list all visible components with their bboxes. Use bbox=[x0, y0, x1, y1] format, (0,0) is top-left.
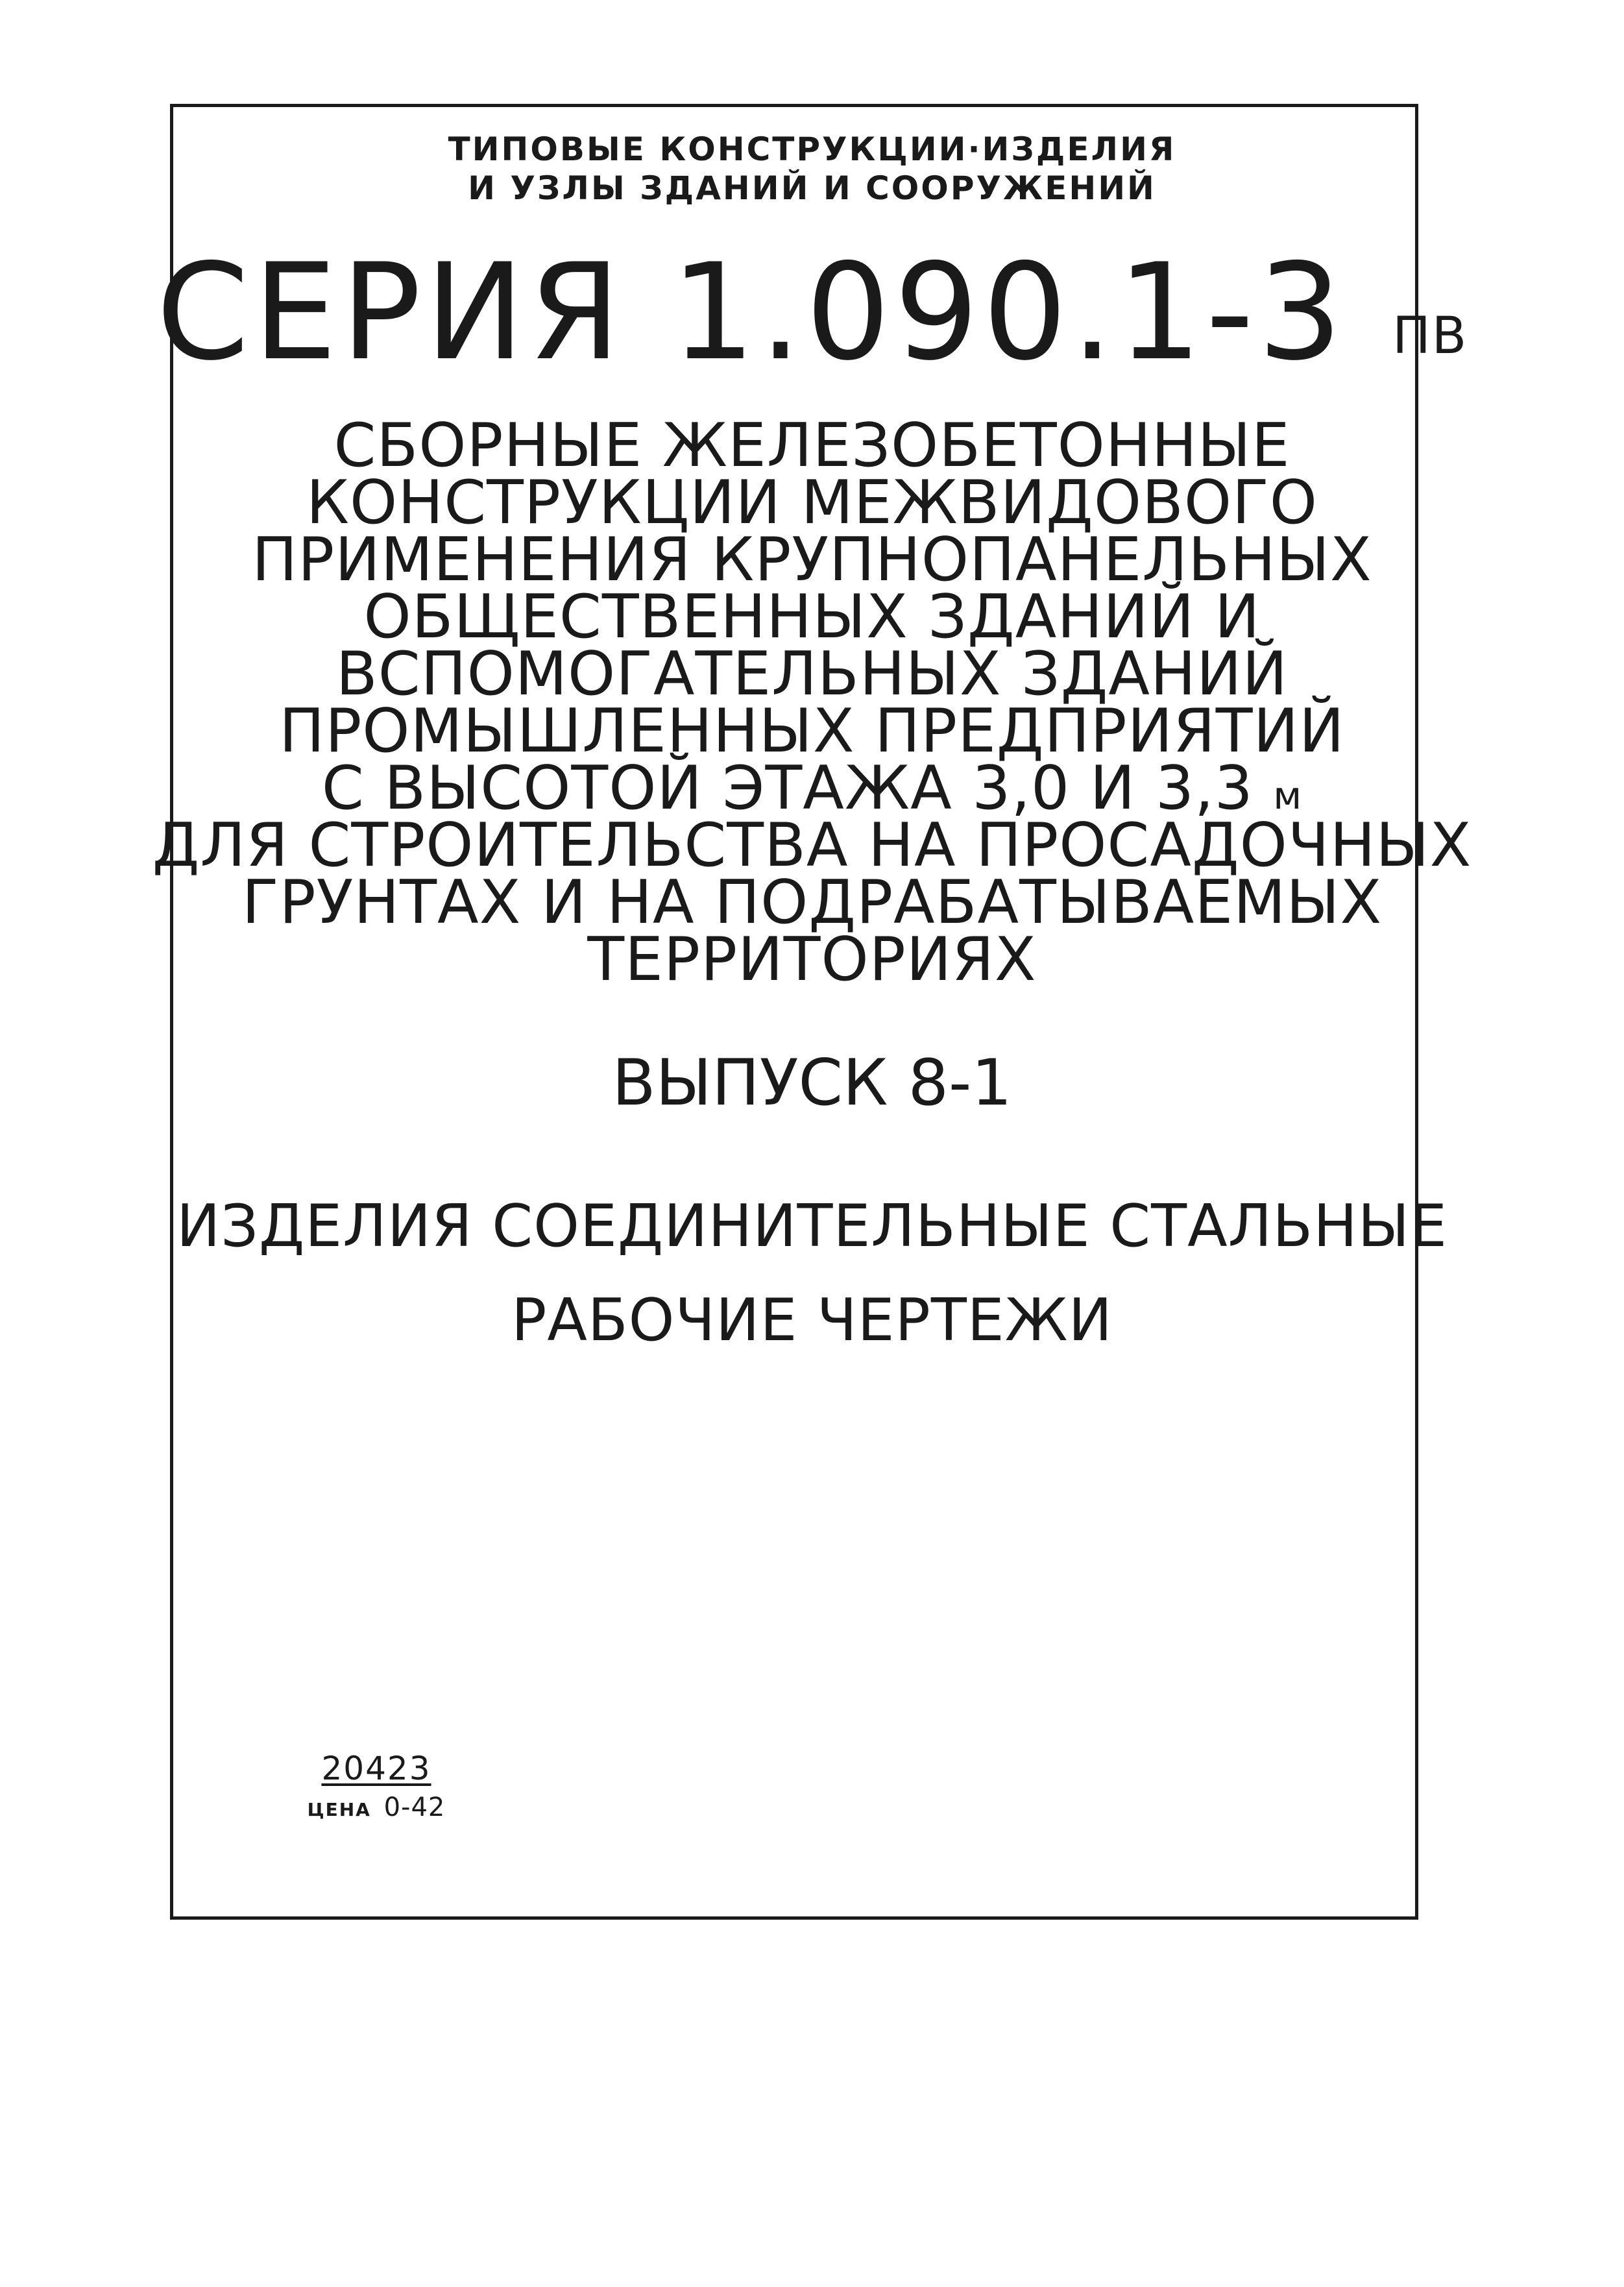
title-line-3: ПРИМЕНЕНИЯ КРУПНОПАНЕЛЬНЫХ bbox=[252, 524, 1372, 594]
floor-height-text: С ВЫСОТОЙ ЭТАЖА 3,0 И 3,3 bbox=[321, 753, 1254, 823]
product-line-2: РАБОЧИЕ ЧЕРТЕЖИ bbox=[511, 1286, 1113, 1354]
title-line-2: КОНСТРУКЦИИ МЕЖВИДОВОГО bbox=[306, 467, 1318, 537]
price-label: ЦЕНА bbox=[307, 1799, 371, 1820]
price-value: 0-42 bbox=[383, 1792, 446, 1822]
header-line-1: ТИПОВЫЕ КОНСТРУКЦИИ·ИЗДЕЛИЯ bbox=[448, 130, 1176, 168]
title-line-8: ДЛЯ СТРОИТЕЛЬСТВА НА ПРОСАДОЧНЫХ bbox=[152, 810, 1472, 880]
series-label: СЕРИЯ bbox=[156, 236, 625, 390]
title-line-5: ВСПОМОГАТЕЛЬНЫХ ЗДАНИЙ bbox=[335, 639, 1289, 709]
issue-number: ВЫПУСК 8-1 bbox=[612, 1046, 1012, 1120]
title-line-4: ОБЩЕСТВЕННЫХ ЗДАНИЙ И bbox=[363, 581, 1261, 652]
series-number: 1.090.1-3 bbox=[671, 236, 1346, 390]
series-suffix: ПВ bbox=[1392, 307, 1468, 365]
series-heading bbox=[0, 236, 1624, 390]
catalog-number: 20423 bbox=[321, 1750, 431, 1787]
title-line-1: СБОРНЫЕ ЖЕЛЕЗОБЕТОННЫЕ bbox=[333, 410, 1291, 480]
product-line-1: ИЗДЕЛИЯ СОЕДИНИТЕЛЬНЫЕ СТАЛЬНЫЕ bbox=[176, 1192, 1448, 1260]
title-line-9: ГРУНТАХ И НА ПОДРАБАТЫВАЕМЫХ bbox=[241, 867, 1383, 937]
header-line-2: И УЗЛЫ ЗДАНИЙ И СООРУЖЕНИЙ bbox=[468, 169, 1156, 207]
height-unit: м bbox=[1273, 774, 1303, 818]
title-line-10: ТЕРРИТОРИЯХ bbox=[587, 924, 1037, 994]
title-line-6: ПРОМЫШЛЕННЫХ ПРЕДПРИЯТИЙ bbox=[279, 696, 1345, 766]
price bbox=[279, 1794, 474, 1820]
